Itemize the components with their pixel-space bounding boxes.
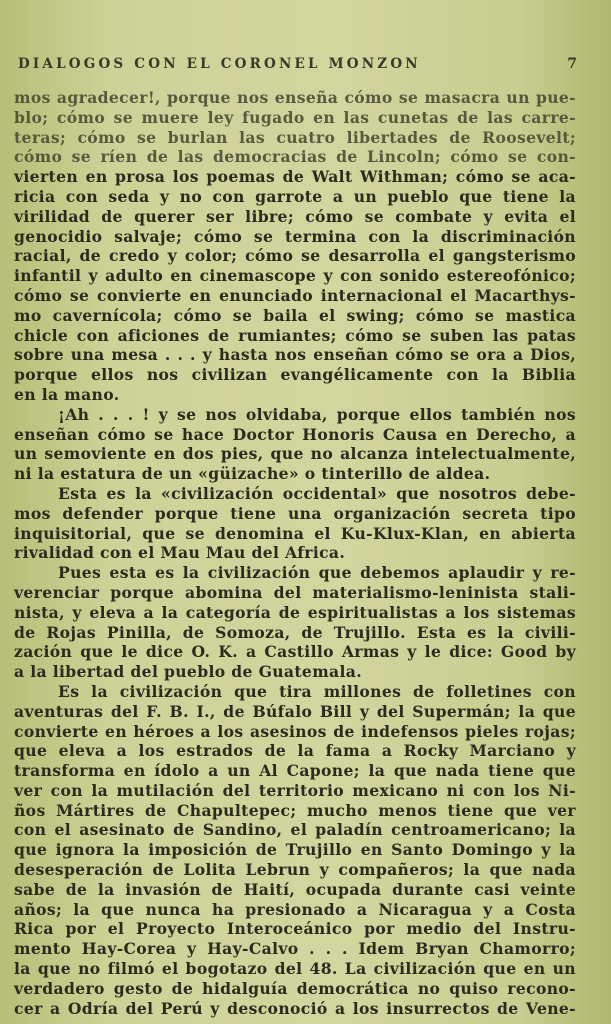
- text-line: teras; cómo se burlan las cuatro libertades de Roosevelt;: [14, 127, 576, 147]
- text-line: chicle con aficiones de rumiantes; cómo se suben las patas: [14, 325, 576, 345]
- text-line: un semoviente en dos pies, que no alcanza intelectualmente,: [14, 444, 576, 464]
- text-line: Esta es la «civilización occidental» que nosotros debe-: [58, 483, 576, 503]
- text-line: que ignora la imposición de Trujillo en Santo Domingo y la: [14, 840, 576, 860]
- text-line: sobre una mesa . . . y hasta nos enseñan cómo se ora a Dios,: [14, 345, 576, 365]
- text-line: mos agradecer!, porque nos enseña cómo se masacra un pue-: [14, 88, 576, 107]
- text-line: cómo se convierte en enunciado internacional el Macarthys-: [14, 285, 576, 305]
- text-line: sabe de la invasión de Haití, ocupada durante casi veinte: [14, 879, 576, 899]
- text-line: porque ellos nos civilizan evangélicamente con la Biblia: [14, 365, 576, 385]
- text-line: enseñan cómo se hace Doctor Honoris Causa en Derecho, a: [14, 424, 576, 444]
- text-line: aventuras del F. B. I., de Búfalo Bill y del Supermán; la que: [14, 701, 576, 721]
- text-line: cómo se ríen de las democracias de Lincoln; cómo se con-: [14, 147, 576, 167]
- text-line: vierten en prosa los poemas de Walt Withman; cómo se aca-: [14, 167, 576, 187]
- running-head: DIALOGOS CON EL CORONEL MONZON: [18, 56, 421, 72]
- text-line: verdadero gesto de hidalguía democrática no quiso recono-: [14, 978, 576, 998]
- text-line: blo; cómo se muere ley fugado en las cunetas de las carre-: [14, 107, 576, 127]
- text-line: ños Mártires de Chapultepec; mucho menos tiene que ver: [14, 800, 576, 820]
- text-line: zación que le dice O. K. a Castillo Armas y le dice: Good by: [14, 642, 576, 662]
- text-line: genocidio salvaje; cómo se termina con la discriminación: [14, 226, 576, 246]
- text-line: nista, y eleva a la categoría de espiritualistas a los sistemas: [14, 602, 576, 622]
- text-line: Es la civilización que tira millones de folletines con: [58, 681, 576, 701]
- text-line: que eleva a los estrados de la fama a Rocky Marciano y: [14, 741, 576, 761]
- text-line: con el asesinato de Sandino, el paladín centroamericano; la: [14, 820, 576, 840]
- text-line: en la mano.: [14, 384, 120, 404]
- text-line: Rica por el Proyecto Interoceánico por medio del Instru-: [14, 919, 576, 939]
- text-line: mento Hay-Corea y Hay-Calvo . . . Idem Bryan Chamorro;: [14, 939, 576, 959]
- page-header: [18, 56, 577, 72]
- text-line: infantil y adulto en cinemascope y con sonido estereofónico;: [14, 266, 576, 286]
- text-line: desesperación de Lolita Lebrun y compañeros; la que nada: [14, 860, 576, 880]
- text-line: años; la que nunca ha presionado a Nicaragua y a Costa: [14, 899, 576, 919]
- text-line: mos defender porque tiene una organización secreta tipo: [14, 503, 576, 523]
- text-line: mo cavernícola; cómo se baila el swing; cómo se mastica: [14, 305, 576, 325]
- text-line: de Rojas Pinilla, de Somoza, de Trujillo. Esta es la civili-: [14, 622, 576, 642]
- text-line: verenciar porque abomina del materialismo-leninista stali-: [14, 582, 576, 602]
- text-line: ¡Ah . . . ! y se nos olvidaba, porque ellos también nos: [58, 404, 576, 424]
- text-line: ver con la mutilación del territorio mexicano ni con los Ni-: [14, 780, 576, 800]
- text-line: transforma en ídolo a un Al Capone; la que nada tiene que: [14, 761, 576, 781]
- text-line: virilidad de querer ser libre; cómo se combate y evita el: [14, 206, 576, 226]
- page-number: 7: [567, 56, 577, 72]
- text-line: rivalidad con el Mau Mau del Africa.: [14, 543, 346, 563]
- text-line: convierte en héroes a los asesinos de indefensos pieles rojas;: [14, 721, 576, 741]
- text-line: racial, de credo y color; cómo se desarrolla el gangsterismo: [14, 246, 576, 266]
- text-line: ricia con seda y no con garrote a un pueblo que tiene la: [14, 186, 576, 206]
- body-text: [14, 88, 576, 1018]
- text-line: ni la estatura de un «güizache» o tinterillo de aldea.: [14, 464, 491, 484]
- text-line: inquisitorial, que se denomina el Ku-Klux-Klan, en abierta: [14, 523, 576, 543]
- text-line: Pues esta es la civilización que debemos aplaudir y re-: [58, 563, 576, 583]
- text-line: la que no filmó el bogotazo del 48. La civilización que en un: [14, 959, 576, 979]
- text-line: a la libertad del pueblo de Guatemala.: [14, 662, 363, 682]
- text-line: cer a Odría del Perú y desconoció a los insurrectos de Vene-: [14, 998, 576, 1018]
